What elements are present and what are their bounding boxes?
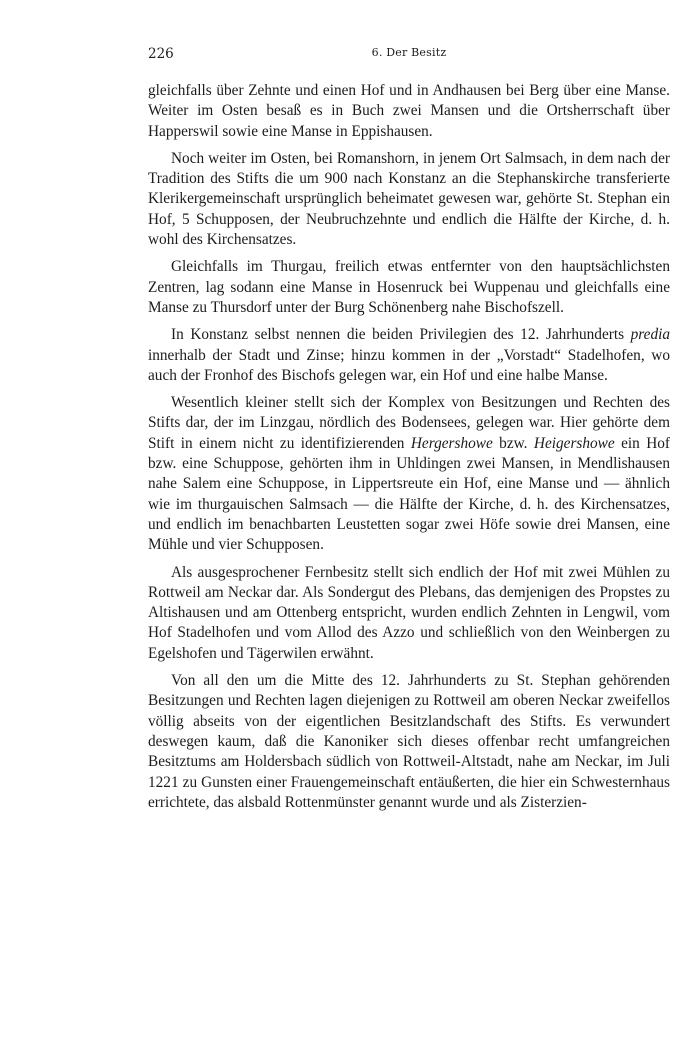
paragraph: [148, 325, 670, 386]
paragraph: [148, 149, 670, 250]
italic-term: Hergershowe: [410, 434, 493, 452]
chapter-title: 6. Der Besitz: [371, 46, 447, 59]
book-page: [148, 46, 670, 820]
running-head: [148, 46, 670, 68]
text-run: innerhalb der Stadt und Zinse; hinzu kommen in der „Vorstadt“ Stadelhofen, wo auch der Fronhof des Bischofs gelegen war, ein Hof und eine halbe Manse.: [148, 346, 670, 384]
text-run: Gleichfalls im Thurgau, freilich etwas entfernter von den hauptsächlichsten Zentren, lag sodann eine Manse in Hosenruck bei Wuppenau und gleichfalls eine Manse zu Thursdorf unter der Burg Schönenberg nahe Bischofszell.: [148, 258, 670, 316]
text-run: Noch weiter im Osten, bei Romanshorn, in jenem Ort Salmsach, in dem nach der Tradition des Stifts die um 900 nach Konstanz an die Stephanskirche transferierte Klerikergemeinschaft ursprünglich beheimatet gewesen war, gehörte St. Stephan ein Hof, 5 Schupposen, der Neubruchzehnte und endlich die Hälfte der Kirche, d. h. wohl des Kirchensatzes.: [148, 149, 670, 249]
text-run: gleichfalls über Zehnte und einen Hof und in Andhausen bei Berg über eine Manse. Weiter im Osten besaß es in Buch zwei Mansen und die Ortsherrschaft über Happerswil sowie eine Manse in Eppishausen.: [148, 82, 670, 140]
page-number: 226: [148, 46, 174, 62]
text-run: ein Hof bzw. eine Schuppose, gehörten ihm in Uhldingen zwei Mansen, in Mendlishausen nahe Salem eine Schuppose, in Lippertsreute ein Hof, eine Manse und — ähnlich wie im thurgauischen Salmsach — die Hälfte der Kirche, d. h. des Kirchensatzes, und endlich im benachbarten Leustetten sogar zwei Höfe sowie drei Mansen, eine Mühle und vier Schupposen.: [148, 434, 670, 554]
text-run: Von all den um die Mitte des 12. Jahrhunderts zu St. Stephan gehörenden Besitzungen und Rechten lagen diejenigen zu Rottweil am oberen Neckar zweifellos völlig abseits von der eigentlichen Besitzlandschaft des Stifts. Es verwundert deswegen kaum, daß die Kanoniker sich dieses offenbar recht umfangreichen Besitztums am Holdersbach südlich von Rottweil-Altstadt, nahe am Neckar, im Juli 1221 zu Gunsten einer Frauengemeinschaft entäußerten, die hier ein Schwesternhaus errichtete, das alsbald Rottenmünster genannt wurde und als Zisterzien-: [148, 672, 670, 811]
italic-term: Heigershowe: [533, 434, 615, 452]
paragraph: [148, 671, 670, 813]
paragraph: [148, 81, 670, 142]
text-run: bzw.: [492, 434, 534, 452]
italic-term: predia: [630, 326, 670, 344]
text-run: Wesentlich kleiner stellt sich der Komplex von Besitzungen und Rechten des Stifts dar, der im Linzgau, nördlich des Bodensees, gelegen war. Hier gehörte dem Stift in einem nicht zu identifizierenden: [148, 394, 670, 452]
text-run: In Konstanz selbst nennen die beiden Privilegien des 12. Jahrhunderts: [171, 326, 631, 344]
paragraph: [148, 393, 670, 555]
paragraph: [148, 257, 670, 318]
text-run: Als ausgesprochener Fernbesitz stellt sich endlich der Hof mit zwei Mühlen zu Rottweil am Neckar dar. Als Sondergut des Plebans, das demjenigen des Propstes zu Altishausen und am Ottenberg entspricht, wurden endlich Zehnten in Lengwil, vom Hof Stadelhofen und vom Allod des Azzo und schließlich von den Weinbergen zu Egelshofen und Tägerwilen erwähnt.: [148, 563, 670, 662]
body-text: [148, 81, 670, 813]
paragraph: [148, 563, 670, 664]
